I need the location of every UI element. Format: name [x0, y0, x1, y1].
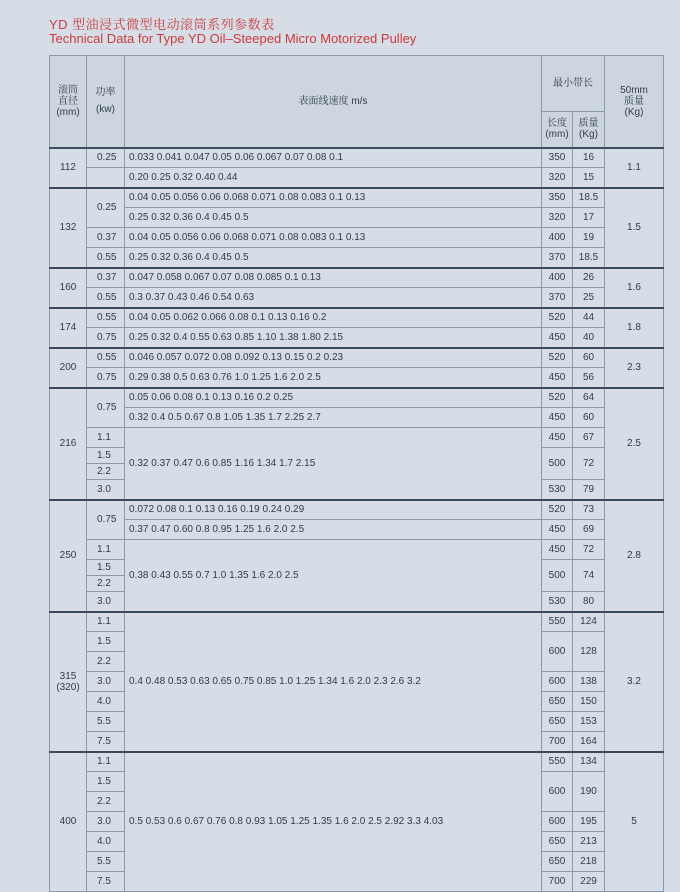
mass-cell: 128 — [573, 632, 605, 672]
power-cell: 0.55 — [87, 288, 125, 308]
power-cell: 3.0 — [87, 480, 125, 500]
table-row — [50, 752, 664, 772]
diameter-cell — [50, 388, 87, 500]
speed-cell: 0.37 0.47 0.60 0.8 0.95 1.25 1.6 2.0 2.5 — [125, 520, 542, 540]
speed-cell: 0.32 0.4 0.5 0.67 0.8 1.05 1.35 1.7 2.25 2.7 — [125, 408, 542, 428]
mass-cell: 25 — [573, 288, 605, 308]
power-cell: 2.2 — [87, 576, 125, 592]
power-cell: 2.2 — [87, 792, 125, 812]
diameter-cell — [50, 148, 87, 188]
power-cell: 0.55 — [87, 308, 125, 328]
table-row — [50, 612, 664, 632]
power-cell: 2.2 — [87, 652, 125, 672]
length-cell: 700 — [542, 732, 573, 752]
spec-table — [49, 55, 664, 892]
table-row — [50, 168, 664, 188]
table-row — [50, 520, 664, 540]
mass-cell: 80 — [573, 592, 605, 612]
mass-per-50mm-cell: 5 — [605, 752, 664, 892]
speed-cell: 0.29 0.38 0.5 0.63 0.76 1.0 1.25 1.6 2.0 2.5 — [125, 368, 542, 388]
power-cell: 0.55 — [87, 248, 125, 268]
power-cell: 0.25 — [87, 188, 125, 228]
speed-cell: 0.04 0.05 0.056 0.06 0.068 0.071 0.08 0.083 0.1 0.13 — [125, 228, 542, 248]
mass-cell: 73 — [573, 500, 605, 520]
mass-cell: 124 — [573, 612, 605, 632]
speed-cell: 0.38 0.43 0.55 0.7 1.0 1.35 1.6 2.0 2.5 — [125, 540, 542, 612]
mass-per-50mm-cell: 2.8 — [605, 500, 664, 612]
length-cell: 450 — [542, 540, 573, 560]
mass-per-50mm-cell: 2.3 — [605, 348, 664, 388]
length-cell: 450 — [542, 368, 573, 388]
length-cell: 500 — [542, 448, 573, 480]
mass-cell: 19 — [573, 228, 605, 248]
table-row — [50, 148, 664, 168]
speed-cell: 0.4 0.48 0.53 0.63 0.65 0.75 0.85 1.0 1.25 1.34 1.6 2.0 2.3 2.6 3.2 — [125, 612, 542, 752]
length-cell: 520 — [542, 348, 573, 368]
diameter-cell — [50, 308, 87, 348]
table-row — [50, 500, 664, 520]
length-cell: 450 — [542, 428, 573, 448]
table-row — [50, 328, 664, 348]
power-cell: 5.5 — [87, 852, 125, 872]
diameter-value: 250 — [59, 550, 77, 561]
mass-cell: 56 — [573, 368, 605, 388]
table-row — [50, 188, 664, 208]
diameter-cell — [50, 348, 87, 388]
length-cell: 600 — [542, 672, 573, 692]
length-cell: 350 — [542, 188, 573, 208]
power-cell: 1.5 — [87, 448, 125, 464]
diameter-value: 160 — [59, 282, 77, 293]
mass-cell: 134 — [573, 752, 605, 772]
mass-cell: 18.5 — [573, 188, 605, 208]
table-row — [50, 368, 664, 388]
length-cell: 600 — [542, 632, 573, 672]
length-cell: 550 — [542, 752, 573, 772]
power-cell: 1.1 — [87, 428, 125, 448]
length-cell: 600 — [542, 772, 573, 812]
power-cell: 0.37 — [87, 268, 125, 288]
mass-cell: 138 — [573, 672, 605, 692]
mass-cell: 18.5 — [573, 248, 605, 268]
table-row — [50, 408, 664, 428]
mass-per-50mm-cell: 1.6 — [605, 268, 664, 308]
mass-cell: 40 — [573, 328, 605, 348]
speed-cell: 0.20 0.25 0.32 0.40 0.44 — [125, 168, 542, 188]
length-cell: 550 — [542, 612, 573, 632]
power-cell: 2.2 — [87, 464, 125, 480]
mass-per-50mm-cell: 3.2 — [605, 612, 664, 752]
title-chinese: YD 型油浸式微型电动滚筒系列参数表 — [49, 17, 275, 32]
length-cell: 500 — [542, 560, 573, 592]
diameter-cell — [50, 752, 87, 892]
speed-cell: 0.033 0.041 0.047 0.05 0.06 0.067 0.07 0.08 0.1 — [125, 148, 542, 168]
diameter-value: 174 — [59, 322, 77, 333]
length-cell: 530 — [542, 480, 573, 500]
header-length: 长度 (mm) — [542, 112, 573, 148]
length-cell: 320 — [542, 208, 573, 228]
power-cell: 0.75 — [87, 328, 125, 348]
mass-cell: 153 — [573, 712, 605, 732]
header-power: 功率 (kw) — [87, 56, 125, 148]
power-cell: 1.1 — [87, 540, 125, 560]
header-diameter: 滚筒 直径 (mm) — [50, 56, 87, 148]
mass-cell: 60 — [573, 348, 605, 368]
power-cell: 3.0 — [87, 812, 125, 832]
header-row — [50, 56, 664, 112]
length-cell: 600 — [542, 812, 573, 832]
diameter-cell — [50, 268, 87, 308]
length-cell: 650 — [542, 712, 573, 732]
speed-cell: 0.04 0.05 0.062 0.066 0.08 0.1 0.13 0.16 0.2 — [125, 308, 542, 328]
mass-cell: 72 — [573, 448, 605, 480]
mass-cell: 229 — [573, 872, 605, 892]
mass-cell: 79 — [573, 480, 605, 500]
speed-cell: 0.047 0.058 0.067 0.07 0.08 0.085 0.1 0.13 — [125, 268, 542, 288]
length-cell: 450 — [542, 408, 573, 428]
length-cell: 700 — [542, 872, 573, 892]
mass-per-50mm-cell: 1.5 — [605, 188, 664, 268]
mass-cell: 213 — [573, 832, 605, 852]
diameter-value: 315 — [59, 670, 77, 682]
header-50mm-mass: 50mm 质量 (Kg) — [605, 56, 664, 148]
mass-cell: 150 — [573, 692, 605, 712]
power-cell: 3.0 — [87, 672, 125, 692]
length-cell: 650 — [542, 692, 573, 712]
speed-cell: 0.5 0.53 0.6 0.67 0.76 0.8 0.93 1.05 1.25 1.35 1.6 2.0 2.5 2.92 3.3 4.03 — [125, 752, 542, 892]
mass-cell: 67 — [573, 428, 605, 448]
length-cell: 530 — [542, 592, 573, 612]
mass-cell: 64 — [573, 388, 605, 408]
table-row — [50, 248, 664, 268]
power-cell: 1.5 — [87, 772, 125, 792]
diameter-cell — [50, 612, 87, 752]
speed-cell: 0.046 0.057 0.072 0.08 0.092 0.13 0.15 0.2 0.23 — [125, 348, 542, 368]
diameter-value: (320) — [56, 681, 80, 693]
mass-cell: 26 — [573, 268, 605, 288]
title-english: Technical Data for Type YD Oil–Steeped Micro Motorized Pulley — [49, 31, 417, 46]
mass-per-50mm-cell: 1.1 — [605, 148, 664, 188]
power-cell: 1.5 — [87, 560, 125, 576]
table-row — [50, 428, 664, 448]
power-cell: 7.5 — [87, 732, 125, 752]
power-cell: 3.0 — [87, 592, 125, 612]
table-row — [50, 540, 664, 560]
mass-per-50mm-cell: 2.5 — [605, 388, 664, 500]
mass-cell: 72 — [573, 540, 605, 560]
power-cell: 4.0 — [87, 832, 125, 852]
diameter-value: 216 — [59, 438, 77, 449]
length-cell: 650 — [542, 832, 573, 852]
mass-cell: 60 — [573, 408, 605, 428]
power-cell: 1.1 — [87, 612, 125, 632]
table-row — [50, 288, 664, 308]
mass-cell: 164 — [573, 732, 605, 752]
power-cell: 7.5 — [87, 872, 125, 892]
speed-cell: 0.3 0.37 0.43 0.46 0.54 0.63 — [125, 288, 542, 308]
length-cell: 370 — [542, 288, 573, 308]
diameter-cell — [50, 500, 87, 612]
spec-table-body — [50, 56, 664, 892]
header-speed: 表面线速度 m/s — [125, 56, 542, 148]
mass-cell: 17 — [573, 208, 605, 228]
power-cell: 0.25 — [87, 148, 125, 168]
mass-cell: 16 — [573, 148, 605, 168]
power-cell: 1.5 — [87, 632, 125, 652]
length-cell: 350 — [542, 148, 573, 168]
power-cell: 0.55 — [87, 348, 125, 368]
length-cell: 320 — [542, 168, 573, 188]
power-cell: 5.5 — [87, 712, 125, 732]
mass-cell: 190 — [573, 772, 605, 812]
power-cell: 4.0 — [87, 692, 125, 712]
speed-cell: 0.072 0.08 0.1 0.13 0.16 0.19 0.24 0.29 — [125, 500, 542, 520]
speed-cell: 0.32 0.37 0.47 0.6 0.85 1.16 1.34 1.7 2.15 — [125, 428, 542, 500]
mass-cell: 195 — [573, 812, 605, 832]
length-cell: 520 — [542, 388, 573, 408]
speed-cell: 0.05 0.06 0.08 0.1 0.13 0.16 0.2 0.25 — [125, 388, 542, 408]
speed-cell: 0.25 0.32 0.36 0.4 0.45 0.5 — [125, 208, 542, 228]
diameter-value: 132 — [59, 222, 77, 233]
diameter-cell — [50, 188, 87, 268]
length-cell: 400 — [542, 228, 573, 248]
mass-cell: 218 — [573, 852, 605, 872]
mass-cell: 15 — [573, 168, 605, 188]
mass-cell: 69 — [573, 520, 605, 540]
table-row — [50, 348, 664, 368]
diameter-value: 112 — [60, 162, 76, 173]
power-cell: 0.75 — [87, 500, 125, 540]
table-row — [50, 228, 664, 248]
length-cell: 400 — [542, 268, 573, 288]
length-cell: 450 — [542, 520, 573, 540]
speed-cell: 0.04 0.05 0.056 0.06 0.068 0.071 0.08 0.083 0.1 0.13 — [125, 188, 542, 208]
mass-cell: 74 — [573, 560, 605, 592]
diameter-value: 200 — [59, 362, 77, 373]
power-cell: 1.1 — [87, 752, 125, 772]
power-cell: 0.75 — [87, 388, 125, 428]
header-min-bandwidth: 最小带长 — [542, 56, 605, 112]
table-row — [50, 268, 664, 288]
length-cell: 650 — [542, 852, 573, 872]
length-cell: 520 — [542, 308, 573, 328]
table-row — [50, 388, 664, 408]
header-mass: 质量 (Kg) — [573, 112, 605, 148]
speed-cell: 0.25 0.32 0.4 0.55 0.63 0.85 1.10 1.38 1.80 2.15 — [125, 328, 542, 348]
table-row — [50, 308, 664, 328]
length-cell: 450 — [542, 328, 573, 348]
mass-per-50mm-cell: 1.8 — [605, 308, 664, 348]
power-cell — [87, 168, 125, 188]
table-row — [50, 208, 664, 228]
power-cell: 0.75 — [87, 368, 125, 388]
diameter-value: 400 — [59, 816, 77, 828]
mass-cell: 44 — [573, 308, 605, 328]
length-cell: 370 — [542, 248, 573, 268]
length-cell: 520 — [542, 500, 573, 520]
power-cell: 0.37 — [87, 228, 125, 248]
speed-cell: 0.25 0.32 0.36 0.4 0.45 0.5 — [125, 248, 542, 268]
